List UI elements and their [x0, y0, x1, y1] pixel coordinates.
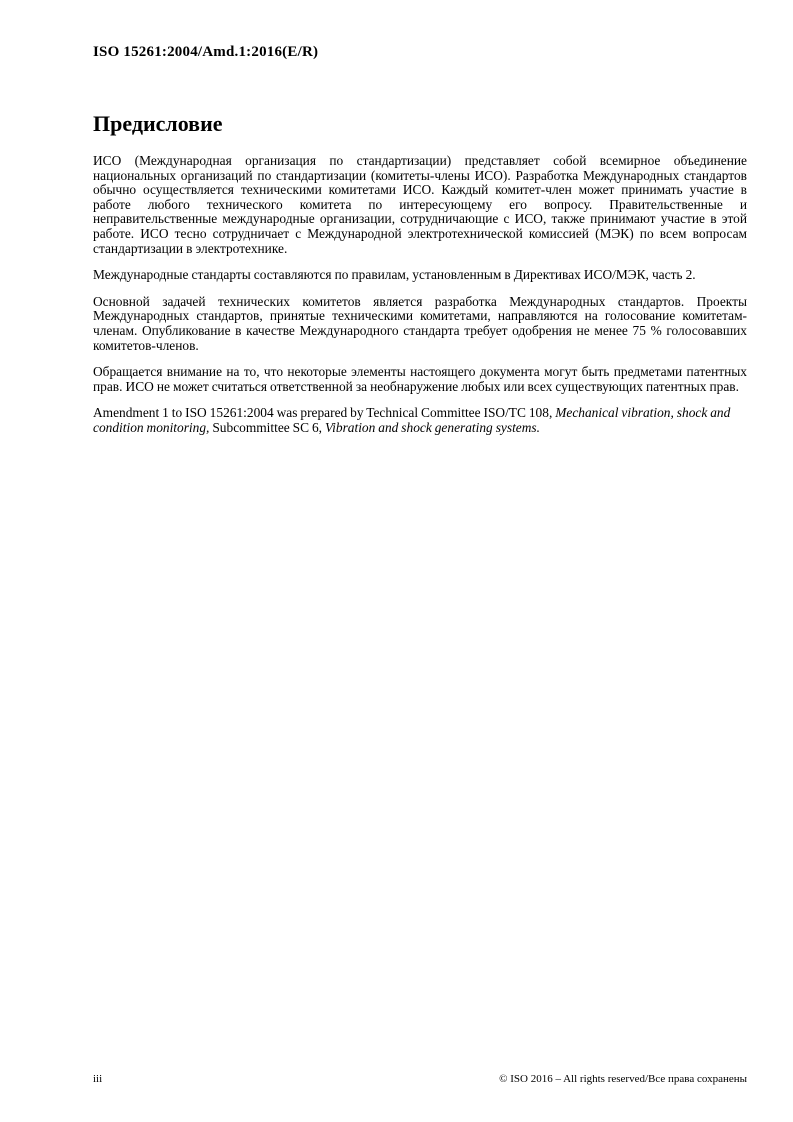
page-footer	[93, 1073, 747, 1085]
page-number: iii	[93, 1073, 103, 1085]
amendment-text-1: Amendment 1 to ISO 15261:2004 was prepared by Technical Committee ISO/TC 108,	[93, 405, 556, 421]
paragraph-directives: Международные стандарты составляются по правилам, установленным в Директивах ИСО/МЭК, часть 2.	[93, 267, 696, 283]
document-header: ISO 15261:2004/Amd.1:2016(E/R)	[93, 44, 319, 60]
copyright-notice: © ISO 2016 – All rights reserved/Все права сохранены	[499, 1073, 747, 1085]
paragraph-iso-description: ИСО (Международная организация по стандартизации) представляет собой всемирное объединение национальных организаций по стандартизации (комитеты-члены ИСО). Разработка Международных стандартов обычно осуществляется техническими комитетами ИСО. Каждый комитет-член может принимать участие в работе любого технического комитета по интересующему его вопросу. Правительственные и неправительственные международные организации, сотрудничающие с ИСО, также принимают участие в этой работе. ИСО тесно сотрудничает с Международной электротехнической комиссией (МЭК) по всем вопросам стандартизации в электротехнике.	[93, 153, 747, 256]
paragraph-technical-committees: Основной задачей технических комитетов является разработка Международных стандартов. Проекты Международных стандартов, принятые техническими комитетами, направляются на голосование комитетам-членам. Опубликование в качестве Международного стандарта требует одобрения не менее 75 % голосовавших комитетов-членов.	[93, 293, 747, 353]
page-title: Предисловие	[93, 111, 223, 136]
paragraph-patent-notice: Обращается внимание на то, что некоторые элементы настоящего документа могут быть предметами патентных прав. ИСО не может считаться ответственной за необнаружение любых или всех существующих патентных прав.	[93, 364, 747, 394]
amendment-committee-title: Mechanical vibration, shock and condition monitoring,	[93, 405, 731, 435]
document-body	[93, 154, 747, 448]
amendment-subcommittee-title: Vibration and shock generating systems.	[324, 419, 540, 435]
amendment-text-2: Subcommittee SC 6,	[209, 419, 325, 435]
paragraph-amendment	[93, 406, 747, 435]
